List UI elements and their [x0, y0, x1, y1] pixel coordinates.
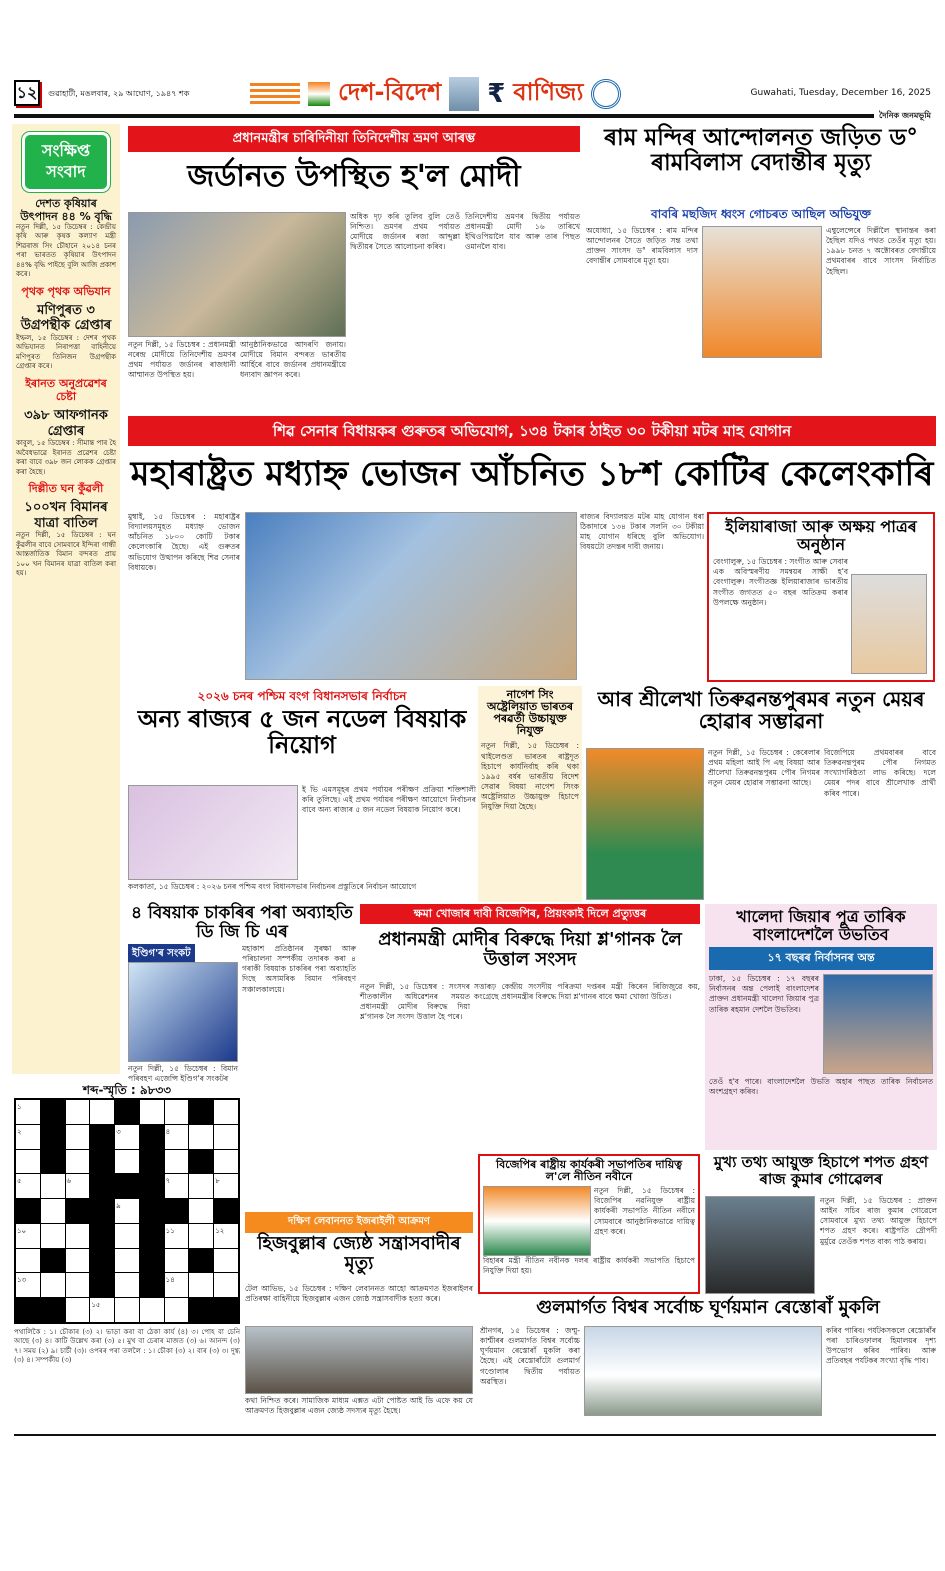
- crossword-cell[interactable]: [66, 1224, 90, 1248]
- ram-headline: ৰাম মন্দিৰ আন্দোলনত জড়িত ড° ৰামবিলাস বেদান্তীৰ মৃত্যু: [604, 125, 918, 177]
- crossword-cell[interactable]: ৪: [165, 1125, 189, 1149]
- dgca-body: মহাকাশ প্ৰতিষ্ঠানৰ সুৰক্ষা আৰু পৰিচালনা সম্পৰ্কীয় তদাৰক কৰা ৪ গৰাকী বিষয়াক চাকৰিৰ পৰা অব্যাহতি দিছে অসামৰিক বিমান পৰিবহণ সঞ্চালকালয়ে।: [242, 944, 356, 994]
- evm-photo: [128, 785, 298, 880]
- crossword-cell[interactable]: [115, 1249, 139, 1273]
- midday-headline: মহাৰাষ্ট্ৰত মধ্যাহ্ন ভোজন আঁচনিত ১৮শ কোটিৰ কেলেংকাৰি: [130, 454, 934, 494]
- tarique-photo: [823, 974, 933, 1074]
- crossword-cell[interactable]: [115, 1273, 139, 1297]
- gulmarg-body: কৰিব পাৰিব। পৰ্যটকসকলে ৰেস্তোৰাঁৰ পৰা চাৰিওফালৰ হিমালয়ৰ দৃশ্য উপভোগ কৰিব পাৰিব। আৰু প্ৰতিবছৰ পৰ্যটকৰ সংখ্যা বৃদ্ধি পাব।: [826, 1326, 936, 1366]
- cic-body: নতুন দিল্লী, ১৫ ডিচেম্বৰ : প্ৰাক্তন আইন সচিব ৰাজ কুমাৰ গোৱেলে সোমবাৰে মুখ্য তথ্য আয়ুক্ত হিচাপে শপত গ্ৰহণ কৰে। ৰাষ্ট্ৰপতি দ্ৰৌপদী মুৰ্মুৱে তেওঁক শপত বাক্য পাঠ কৰায়।: [820, 1196, 937, 1246]
- gulmarg-body: শ্ৰীনগৰ, ১৫ ডিচেম্বৰ : জম্মু-কাশ্মীৰৰ গুলমাৰ্গত বিশ্বৰ সৰ্বোচ্চ ঘূৰ্ণয়মান ৰেস্তোৰাঁ মুকলি কৰা হৈছে। এই ৰেস্তোৰাঁটো গুলমাৰ্গ গণ্ডোলাৰ দ্বিতীয় পৰ্যায়ত অৱস্থিত।: [480, 1326, 580, 1386]
- bjp-headline: বিজেপিৰ ৰাষ্ট্ৰীয় কাৰ্যকৰী সভাপতিৰ দায়িত্ব ল'লে নীতিন নবীনে: [495, 1158, 683, 1184]
- brief-body: ইম্ফল, ১৫ ডিচেম্বৰ : দেশৰ পৃথক অভিযানত নিৰাপত্তা বাহিনীয়ে মণিপুৰত তিনিজন উগ্ৰপন্থীক গ্ৰেপ্তাৰ কৰে।: [16, 333, 116, 371]
- date-assamese: গুৱাহাটী, মঙলবাৰ, ২৯ আঘোণ, ১৯৪৭ শক: [48, 89, 190, 98]
- khaleda-box: [705, 904, 937, 1150]
- crossword-cell[interactable]: [66, 1150, 90, 1174]
- modi-headline: জৰ্ডানত উপস্থিত হ'ল মোদী: [187, 159, 521, 194]
- crossword-cell[interactable]: [214, 1273, 238, 1297]
- ilaiyaraaja-box: [707, 512, 935, 682]
- crossword-cell[interactable]: [214, 1150, 238, 1174]
- bengal-caption: কলকাতা, ১৫ ডিচেম্বৰ : ২০২৬ চনৰ পশ্চিম বংগ বিধানসভাৰ নিৰ্বাচনৰ প্ৰস্তুতিৰে নিৰ্বাচন আয়োগে: [128, 882, 417, 891]
- modi-body: আনুষ্ঠানিকভাৱে আদৰণি জনায়। মোদীয়ে বিমান বন্দৰত ভাৰতীয় আৰ্হিৰে বাবে জৰ্ডানৰ প্ৰধানমন্ত্ৰীয়ে ধন্যবাদ জ্ঞাপন কৰে।: [240, 340, 346, 380]
- khaleda-headline: খালেদা জিয়াৰ পুত্ৰ তাৰিক বাংলাদেশলৈ উভতিব: [736, 907, 906, 944]
- crossword-grid[interactable]: [14, 1098, 240, 1324]
- gulmarg-headline: গুলমাৰ্গত বিশ্বৰ সৰ্বোচ্চ ঘূৰ্ণয়মান ৰেস্তোৰাঁ মুকলি: [536, 1297, 880, 1318]
- date-english: Guwahati, Tuesday, December 16, 2025: [750, 88, 931, 98]
- crossword-cell[interactable]: ১: [16, 1100, 40, 1124]
- crossword-cell[interactable]: [214, 1125, 238, 1149]
- nitin-nabin-photo: [483, 1186, 591, 1256]
- bjp-box: [478, 1154, 700, 1294]
- crossword-cell[interactable]: [16, 1249, 40, 1273]
- parliament-body: নতুন দিল্লী, ১৫ ডিচেম্বৰ : সংসদৰ শীতকালীন অধিৱেশনৰ সময়ত প্ৰধানমন্ত্ৰী মোদীৰ বিৰুদ্ধে দিয়া শ্ল'গানক লৈ সংসদ উত্তাল হৈ পৰে।: [360, 982, 470, 1022]
- crossword-cell[interactable]: [115, 1150, 139, 1174]
- crossword-cell[interactable]: [41, 1273, 65, 1297]
- crossword-cell[interactable]: [140, 1298, 164, 1322]
- hezbollah-headline: হিজবুল্লাৰ জ্যেষ্ঠ সন্ত্ৰাসবাদীৰ মৃত্যু: [257, 1233, 461, 1274]
- modi-body: নতুন দিল্লী, ১৫ ডিচেম্বৰ : প্ৰধানমন্ত্ৰী নৰেন্দ্ৰ মোদীয়ে তিনিদেশীয় ভ্ৰমণৰ প্ৰথম পৰ্যায়ত জৰ্ডানৰ ৰাজধানী আম্মানত উপস্থিত হয়।: [128, 340, 236, 380]
- bengal-headline: অন্য ৰাজ্যৰ ৫ জন নডেল বিষয়াক নিয়োগ: [137, 705, 467, 760]
- bengal-body: ই ভি এমসমূহৰ প্ৰথম পৰ্যায়ৰ পৰীক্ষণ প্ৰক্ৰিয়া শক্তিশালী কৰি তুলিছে। এই প্ৰথম পৰ্যায়ৰ পৰীক্ষণ আয়োগে নিৰ্বাচনৰ বাবে অন্য ৰাজ্যৰ ৫ জন নডেল বিষয়াক নিয়োগ কৰে।: [302, 785, 476, 815]
- raj-kumar-goyal-photo: [705, 1196, 815, 1294]
- modi-photo: [128, 212, 346, 337]
- crossword-cell[interactable]: ১২: [214, 1224, 238, 1248]
- indigo-tag: ইণ্ডিগ'ৰ সংকট: [128, 944, 195, 965]
- section-logo: [250, 74, 710, 114]
- brief-heading: মণিপুৰত ৩ উগ্ৰপন্থীক গ্ৰেপ্তাৰ: [20, 302, 112, 334]
- crossword-cell[interactable]: [90, 1100, 114, 1124]
- nagesh-box: [478, 686, 582, 902]
- parliament-kicker: ক্ষমা খোজাৰ দাবী বিজেপিৰ, প্ৰিয়ংকাই দিলে প্ৰত্যুত্তৰ: [360, 904, 700, 924]
- crossword-cell[interactable]: ৬: [66, 1174, 90, 1198]
- indigo-plane-photo: [128, 962, 238, 1062]
- crossword-cell[interactable]: [66, 1249, 90, 1273]
- cic-headline: মুখ্য তথ্য আয়ুক্ত হিচাপে শপত গ্ৰহণ ৰাজ কুমাৰ গোৱেলৰ: [713, 1153, 929, 1188]
- crossword-cell[interactable]: [214, 1100, 238, 1124]
- crossword-cell[interactable]: ৭: [165, 1174, 189, 1198]
- crossword-cell[interactable]: ১৪: [165, 1273, 189, 1297]
- brief-heading: ১০০খন বিমানৰ যাত্ৰা বাতিল: [24, 500, 108, 531]
- crossword-cell[interactable]: [165, 1100, 189, 1124]
- brief-news-sidebar: [12, 124, 120, 1074]
- crossword-cell[interactable]: ৫: [16, 1174, 40, 1198]
- brief-heading: দেশত কৃষিয়াৰ উৎপাদন ৪৪ % বৃদ্ধি: [20, 196, 112, 223]
- crossword-cell[interactable]: [165, 1298, 189, 1322]
- brief-heading: ৩৯৮ আফগানক গ্ৰেপ্তাৰ: [24, 408, 108, 439]
- crossword-cell[interactable]: [189, 1273, 213, 1297]
- khaleda-body: তেওঁ হ'ব পাৰে। বাংলাদেশলৈ উভতি অহাৰ পাছত তাৰিক নিৰ্বাচনত অংশগ্ৰহণ কৰিব।: [709, 1077, 933, 1097]
- section-title-desh-bidesh: দেশ-বিদেশ: [338, 78, 442, 106]
- nagesh-headline: নাগেশ সিং অষ্ট্ৰেলিয়াত ভাৰতৰ পৰৱৰ্তী উচ্চায়ুক্ত নিযুক্ত: [486, 688, 574, 738]
- brief-kicker: পৃথক পৃথক অভিযান: [21, 284, 111, 298]
- ram-body: অযোধ্যা, ১৫ ডিচেম্বৰ : ৰাম মন্দিৰ আন্দোলনৰ সৈতে জড়িত সন্ত তথা প্ৰাক্তন সাংসদ ড° ৰামবিলাস দাস বেদান্তীৰ সোমবাৰে মৃত্যু হয়।: [586, 226, 698, 266]
- rupee-icon: ₹: [487, 79, 506, 109]
- ilaiyaraaja-body: বেংগালুৰু, ১৫ ডিচেম্বৰ : সংগীত আৰু সেবাৰ এক অবিস্মৰণীয় সমন্বয়ৰ সাক্ষী হ'ব বেংগালুৰু। সংগীতজ্ঞ ইলিয়াৰাজাৰ ভাৰতীয় সংগীত জগতত ৫০ বছৰ অতিক্ৰম কৰাৰ উপলক্ষে অনুষ্ঠান।: [713, 557, 848, 607]
- crossword-cell[interactable]: [115, 1298, 139, 1322]
- crossword-cell[interactable]: ১৩: [16, 1273, 40, 1297]
- sreelekha-body: বিজেপিয়ে প্ৰথমবাৰৰ বাবে তিৰুৱনন্তপুৰম পৌৰ নিগমত সংখ্যাগৰিষ্ঠতা লাভ কৰিছে। দলে মেয়ৰ পদৰ বাবে শ্ৰীলেখাক প্ৰাৰ্থী কৰিব পাৰে।: [824, 748, 936, 798]
- brief-body: নতুন দিল্লী, ১৫ ডিচেম্বৰ : কেন্দ্ৰীয় কৃষি আৰু কৃষক কল্যাণ মন্ত্ৰী শিৱৰাজ সিং চৌহানে ২০১৪ চনৰ পৰা ভাৰতত কৃষিয়াৰ উৎপাদন ৪৪% বৃদ্ধি পাইছে বুলি আজি প্ৰকাশ কৰে।: [16, 222, 116, 279]
- building-icon: [449, 77, 479, 111]
- crossword-title: শব্দ-স্মৃতি : ৯৮৩৩: [82, 1083, 172, 1097]
- crossword-cell[interactable]: [66, 1298, 90, 1322]
- crossword-cell[interactable]: [165, 1249, 189, 1273]
- sreelekha-headline: আৰ শ্ৰীলেখা তিৰুৱনন্তপুৰমৰ নতুন মেয়ৰ হোৱাৰ সম্ভাৱনা: [597, 687, 925, 733]
- crossword-cell[interactable]: ৩: [115, 1125, 139, 1149]
- gondola-photo: [584, 1326, 822, 1416]
- parliament-icon: [308, 82, 330, 106]
- crossword-cell[interactable]: [41, 1174, 65, 1198]
- lebanon-crowd-photo: [245, 1326, 473, 1394]
- page-number: ১২: [14, 80, 40, 106]
- vedanti-photo: [702, 226, 822, 358]
- bjp-body: নতুন দিল্লী, ১৫ ডিচেম্বৰ : বিজেপিৰ নৱনিযুক্ত ৰাষ্ট্ৰীয় কাৰ্যকৰী সভাপতি নীতিন নবীনে সোমবাৰে আনুষ্ঠানিকভাৱে দায়িত্ব গ্ৰহণ কৰে।: [594, 1186, 695, 1236]
- crossword-cell[interactable]: [41, 1199, 65, 1223]
- crossword-cell[interactable]: [189, 1125, 213, 1149]
- midday-body: মুম্বাই, ১৫ ডিচেম্বৰ : মহাৰাষ্ট্ৰৰ বিদ্যালয়সমূহত মধ্যাহ্ন ভোজন আঁচনিত ১৮০০ কোটি টকাৰ কেলেংকাৰি হৈছে। এই গুৰুতৰ অভিযোগ উত্থাপন কৰিছে শিৱ সেনাৰ বিধায়কে।: [128, 512, 240, 572]
- crossword-cell[interactable]: [140, 1100, 164, 1124]
- paper-name: দৈনিক জনমভূমি: [879, 111, 931, 120]
- hezbollah-kicker: দক্ষিণ লেবাননত ইজৰাইলী আক্ৰমণ: [245, 1212, 473, 1233]
- dgca-headline: ৪ বিষয়াক চাকৰিৰ পৰা অব্যাহতি ডি জি চি এৰ: [131, 903, 353, 942]
- wave-icon: [591, 79, 621, 109]
- brief-kicker: দিল্লীত ঘন কুঁৱলী: [28, 482, 104, 496]
- brief-body: কাবুল, ১৫ ডিচেম্বৰ : সীমান্ত পাৰ হৈ অবৈধভাৱে ইৰানত প্ৰৱেশৰ চেষ্টা কৰা বাবে ৩৯৮ জন লোকক গ্ৰেপ্তাৰ কৰা হৈছে।: [16, 439, 116, 476]
- crossword-cell[interactable]: [16, 1150, 40, 1174]
- nagesh-body: নতুন দিল্লী, ১৫ ডিচেম্বৰ : থাইলেণ্ডত ভাৰতৰ ৰাষ্ট্ৰদূত হিচাপে কাৰ্যনিৰ্বাহ কৰি থকা ১৯৯৫ বৰ্ষৰ ভাৰতীয় বিদেশ সেৱাৰ বিষয়া নাগেশ সিংক অষ্ট্ৰেলিয়াত উচ্চায়ুক্ত হিচাপে নিযুক্তি দিয়া হৈছে।: [481, 741, 579, 812]
- crossword-cell[interactable]: [41, 1224, 65, 1248]
- children-meal-photo: [245, 512, 577, 680]
- shiv-sena-banner: শিৱ সেনাৰ বিধায়কৰ গুৰুতৰ অভিযোগ, ১৩৪ টকাৰ ঠাইত ৩০ টকীয়া মটৰ মাহ যোগান: [128, 416, 936, 446]
- crossword-cell[interactable]: [189, 1174, 213, 1198]
- crossword-cell[interactable]: ২: [16, 1125, 40, 1149]
- ram-subhead: বাবৰি মছজিদ ধ্বংস গোচৰত আছিল অভিযুক্ত: [651, 207, 871, 221]
- ilaiyaraaja-headline: ইলিয়াৰাজা আৰু অক্ষয় পাত্ৰৰ অনুষ্ঠান: [725, 517, 917, 554]
- brief-news-title: সংক্ষিপ্ত সংবাদ: [22, 132, 110, 192]
- sreelekha-body: নতুন দিল্লী, ১৫ ডিচেম্বৰ : কেৰেলাৰ প্ৰথম মহিলা আই পি এছ বিষয়া আৰ শ্ৰীলেখা তিৰুৱনন্তপুৰম পৌৰ নিগমৰ নতুন মেয়ৰ হোৱাৰ সম্ভাৱনা আছে।: [708, 748, 820, 788]
- parliament-headline: প্ৰধানমন্ত্ৰী মোদীৰ বিৰুদ্ধে দিয়া শ্ল'গানক লৈ উত্তাল সংসদ: [378, 929, 682, 970]
- crossword-cell[interactable]: [115, 1224, 139, 1248]
- bengal-kicker: ২০২৬ চনৰ পশ্চিম বংগ বিধানসভাৰ নিৰ্বাচন: [197, 689, 407, 703]
- crossword-cell[interactable]: ৮: [214, 1174, 238, 1198]
- brief-kicker: ইৰানত অনুপ্ৰৱেশৰ চেষ্টা: [25, 376, 107, 403]
- crossword-cell[interactable]: ৯: [115, 1199, 139, 1223]
- bjp-body: বিহাৰৰ মন্ত্ৰী নীতিন নবীনক দলৰ ৰাষ্ট্ৰীয় কাৰ্যকৰী সভাপতি হিচাপে নিযুক্তি দিয়া হয়।: [483, 1256, 695, 1276]
- hezbollah-body: কথা নিশ্চিত কৰে। সামাজিক মাধ্যম এক্সত এটা পোষ্টত আই ডি এফে কয় যে আক্ৰমণত হিজবুল্লাৰ এজন জ্যেষ্ঠ সদস্যৰ মৃত্যু হৈছে।: [245, 1396, 473, 1416]
- crossword-cell[interactable]: [66, 1100, 90, 1124]
- orange-stripes-icon: [250, 83, 300, 105]
- modi-body: তিনিদেশীয় ভ্ৰমণৰ দ্বিতীয় পৰ্যায়ত প্ৰধানমন্ত্ৰী মোদী ১৬ তাৰিখে ইথিওপিয়ালৈ যাব আৰু তাৰ পিছত ওমানলৈ যাব।: [465, 212, 580, 252]
- ram-body: এম্বুলেন্সেৰে দিল্লীলৈ স্থানান্তৰ কৰা হৈছিল যদিও পথত তেওঁৰ মৃত্যু হয়। ১৯৯৮ চনত ৭ অক্টোবৰত বেদান্তীয়ে প্ৰথমবাৰৰ বাবে সাংসদ নিৰ্বাচিত হৈছিল।: [826, 226, 936, 276]
- crossword-cell[interactable]: [189, 1199, 213, 1223]
- crossword-cell[interactable]: [214, 1249, 238, 1273]
- crossword-cell[interactable]: ১১: [165, 1224, 189, 1248]
- header-rule: [14, 114, 874, 118]
- crossword-cell[interactable]: [189, 1224, 213, 1248]
- crossword-cell[interactable]: ১৫: [90, 1298, 114, 1322]
- brief-body: নতুন দিল্লী, ১৫ ডিচেম্বৰ : ঘন কুঁৱলীৰ বাবে সোমবাৰে ইন্দিৰা গান্ধী আন্তৰ্জাতিক বিমান বন্দৰত প্ৰায় ১০০ খন বিমানৰ যাত্ৰা বাতিল কৰা হয়।: [16, 531, 116, 578]
- modi-banner: প্ৰধানমন্ত্ৰীৰ চাৰিদিনীয়া তিনিদেশীয় ভ্ৰমণ আৰম্ভ: [128, 126, 580, 152]
- crossword-clues: পথালিকৈ : ১। চৌকাৰ (৩) ২। ভাড়া কৰা বা ঠেকা কাৰ্য (৪) ৩। পোহ বা চেনি আছে (৩) ৪। কাটি উল্লেখ কৰা (৩) ৫। মুখ বা চেৰাৰ মাজত (৩) ৬। আনন্দ (৩) ৭। সময় (২) ৯। চাৰ্চী (৩)। ওপৰৰ পৰা তললৈ : ১। চৌকা (৩) ২। বাৰ (৩) ৩। দুগ্ধ (৩) ৪। সম্পৰ্কীয় (৩): [14, 1328, 240, 1365]
- midday-body: ৰাজ্যৰ বিদ্যালয়ত মটৰ মাহ যোগান ধৰা ঠিকাদাৰে ১৩৪ টকাৰ সলনি ৩০ টকীয়া মাহ যোগান ধৰিছে বুলি অভিযোগ। বিষয়টো তদন্তৰ দাবী জনায়।: [580, 512, 704, 552]
- crossword-cell[interactable]: [66, 1273, 90, 1297]
- crossword-cell[interactable]: ১০: [16, 1224, 40, 1248]
- crossword-cell[interactable]: [165, 1150, 189, 1174]
- section-title-banijya: বাণিজ্য: [513, 78, 584, 106]
- khaleda-body: ঢাকা, ১৫ ডিচেম্বৰ : ১৭ বছৰৰ নিৰ্বাসনৰ অন্ত পেলাই বাংলাদেশৰ প্ৰাক্তন প্ৰধানমন্ত্ৰী খালেদা জিয়াৰ পুত্ৰ তাৰিক ৰহমান দেশলৈ উভতিব।: [709, 974, 819, 1014]
- crossword-cell[interactable]: [66, 1125, 90, 1149]
- khaleda-subhead: ১৭ বছৰৰ নিৰ্বাসনৰ অন্ত: [709, 947, 933, 970]
- ilaiyaraaja-photo: [851, 574, 927, 674]
- dgca-caption: নতুন দিল্লী, ১৫ ডিচেম্বৰ : বিমান পৰিবহণ এজেন্সি ইণ্ডিগ'ৰ সংকটৰ: [128, 1064, 238, 1084]
- hezbollah-body: টেল আভিভ, ১৫ ডিচেম্বৰ : দক্ষিণ লেবাননত আহো আক্ৰমণত ইজৰাইলৰ প্ৰতিৰক্ষা বাহিনীয়ে হিজবুল্লাৰ এজন জ্যেষ্ঠ সন্ত্ৰাসবাদীক হত্যা কৰে।: [245, 1284, 473, 1304]
- bottom-rule: [14, 1434, 936, 1436]
- sreelekha-photo: [586, 748, 704, 900]
- modi-body: অধিক দৃঢ় কৰি তুলিব বুলি তেওঁ নিশ্চিত। ভ্ৰমণৰ প্ৰথম পৰ্যায়ত মোদীয়ে জৰ্ডানৰ ৰজা আব্দুল্লা দ্বিতীয়ৰ সৈতে আলোচনা কৰিব।: [350, 212, 460, 252]
- parliament-body: সত্তাৰূঢ় কেন্দ্ৰীয় সংসদীয় পৰিক্ৰমা দপ্তৰৰ মন্ত্ৰী কিৰেন ৰিজিজুৱে কয়, কংগ্ৰেছে প্ৰধানমন্ত্ৰীৰ বিৰুদ্ধে দিয়া শ্ল'গানৰ বাবে ক্ষমা খোজা উচিত।: [474, 982, 700, 1002]
